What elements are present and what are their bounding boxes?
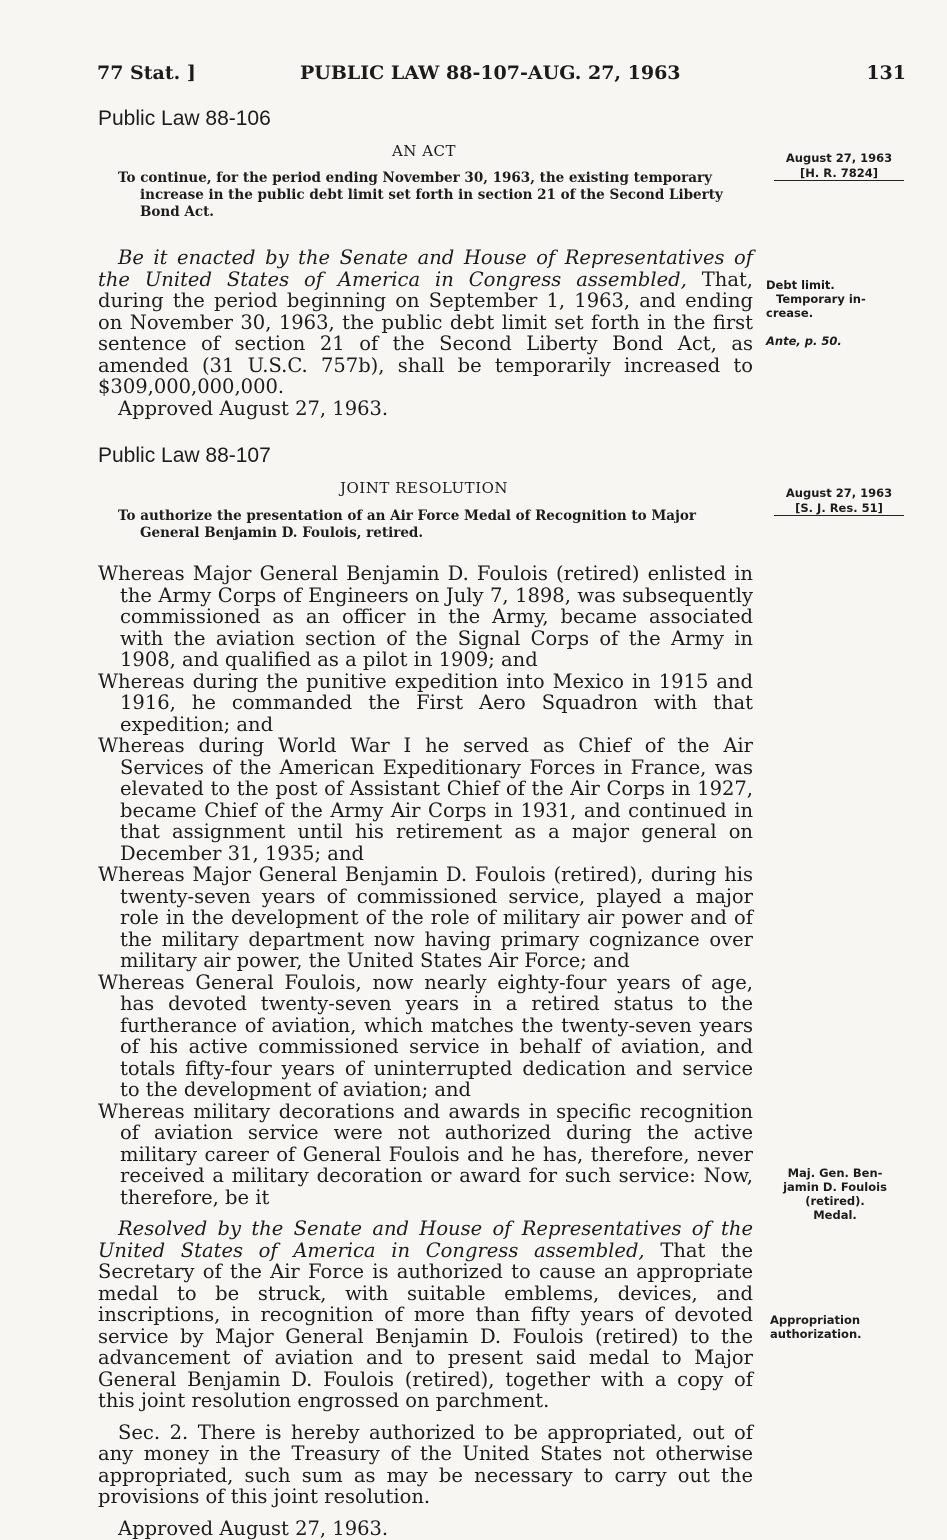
margin-appropriation <box>770 1313 910 1341</box>
law1-date-ref <box>774 151 904 181</box>
law1-approved: Approved August 27, 1963. <box>118 396 389 420</box>
margin-medal <box>776 1166 894 1222</box>
margin-debt-limit: Debt limit. <box>766 278 835 292</box>
law2-title-line: To authorize the presentation of an Air Force Medal of Recognition to Major General Benjamin D. Foulois, retired. <box>118 508 697 541</box>
running-title: PUBLIC LAW 88-107-AUG. 27, 1963 <box>300 62 681 84</box>
law1-name: Public Law 88-106 <box>98 107 271 130</box>
margin-temporary: Temporary in- <box>776 292 866 306</box>
law1-title-line: To continue, for the period ending November 30, 1963, the existing temporary increase in the public debt limit set forth in section 21 of the Second Liberty Bond Act. <box>118 170 723 220</box>
margin-medal-line: (retired). <box>805 1194 865 1208</box>
law1-body <box>98 247 753 419</box>
whereas-clause: Whereas during World War I he served as Chief of the Air Services of the American Expeditionary Forces in France, was elevated to the post of Assistant Chief of the Air Corps in 1927, became Chief of the Army Air Corps in 1931, and continued in that assignment until his retirement as a major general on December 31, 1935; and <box>98 734 753 865</box>
law1-bill: [H. R. 7824] <box>774 166 904 181</box>
margin-ante: Ante, p. 50. <box>766 334 842 348</box>
margin-medal-line: Medal. <box>813 1208 857 1222</box>
law2-approved: Approved August 27, 1963. <box>118 1516 389 1540</box>
margin-medal-line: jamin D. Foulois <box>783 1180 887 1194</box>
law2-name: Public Law 88-107 <box>98 444 271 467</box>
margin-approp-line: authorization. <box>770 1327 862 1341</box>
whereas-clause: Whereas Major General Benjamin D. Foulois (retired) enlisted in the Army Corps of Engineers on July 7, 1898, was subsequently commissioned as an officer in the Army, became associated with the aviation section of the Signal Corps of the Army in 1908, and qualified as a pilot in 1909; and <box>98 562 753 671</box>
law1-margin-notes <box>766 278 906 320</box>
whereas-clause: Whereas General Foulois, now nearly eighty-four years of age, has devoted twenty-seven years in a retired status to the furtherance of aviation, which matches the twenty-seven years of his active commissioned service in behalf of aviation, and totals fifty-four years of uninterrupted dedication and service to the development of aviation; and <box>98 970 753 1101</box>
law1-kind: AN ACT <box>391 142 457 160</box>
whereas-clause: Whereas during the punitive expedition into Mexico in 1915 and 1916, he commanded the First Aero Squadron with that expedition; and <box>98 669 753 736</box>
law1-title <box>118 170 758 221</box>
margin-approp-line: Appropriation <box>770 1313 861 1327</box>
whereas-clause: Whereas Major General Benjamin D. Foulois (retired), during his twenty-seven years of commissioned service, played a major role in the development of the role of military air power and of the military department now having primary cognizance over military air power, the United States Air Force; and <box>98 863 753 972</box>
law2-date: August 27, 1963 <box>785 486 893 500</box>
law2-bill: [S. J. Res. 51] <box>774 501 904 516</box>
section-2: Sec. 2. There is hereby authorized to be appropriated, out of any money in the Treasury of the United States not otherwise appropriated, such sum as may be necessary to carry out the provisions of this joint resolution. <box>98 1420 753 1508</box>
law2-body <box>98 563 753 1539</box>
law2-date-ref <box>774 486 904 516</box>
page-number: 131 <box>866 62 906 84</box>
margin-medal-line: Maj. Gen. Ben- <box>787 1166 883 1180</box>
law1-date: August 27, 1963 <box>785 151 893 165</box>
whereas-clause: Whereas military decorations and awards in specific recognition of aviation service were not authorized during the active military career of General Foulois and he has, therefore, never received a military decoration or award for such service: Now, therefore, be it <box>98 1099 753 1209</box>
law2-kind: JOINT RESOLUTION <box>339 479 509 497</box>
resolving-clause: Resolved by the Senate and House of Representatives of the United States of America in Congress assembled, That the Secretary of the Air Force is authorized to cause an appropriate medal to be struck, with suitable emblems, devices, and inscriptions, in recognition of more than fifty years of devoted service by Major General Benjamin D. Foulois (retired) to the advancement of aviation and to present said medal to Major General Benjamin D. Foulois (retired), together with a copy of this joint resolution engrossed on parchment. <box>98 1217 753 1412</box>
margin-crease: crease. <box>766 306 814 320</box>
law2-title <box>118 508 758 542</box>
volume-reference: 77 Stat. ] <box>97 62 196 84</box>
law1-enacting-clause: Be it enacted by the Senate and House of Representatives of the United States of America in Congress assembled, That, during the period beginning on September 1, 1963, and ending on November 30, 1963, the public debt limit set forth in the first sentence of section 21 of the Second Liberty Bond Act, as amended (31 U.S.C. 757b), shall be temporarily increased to $309,000,000,000. <box>98 246 753 398</box>
